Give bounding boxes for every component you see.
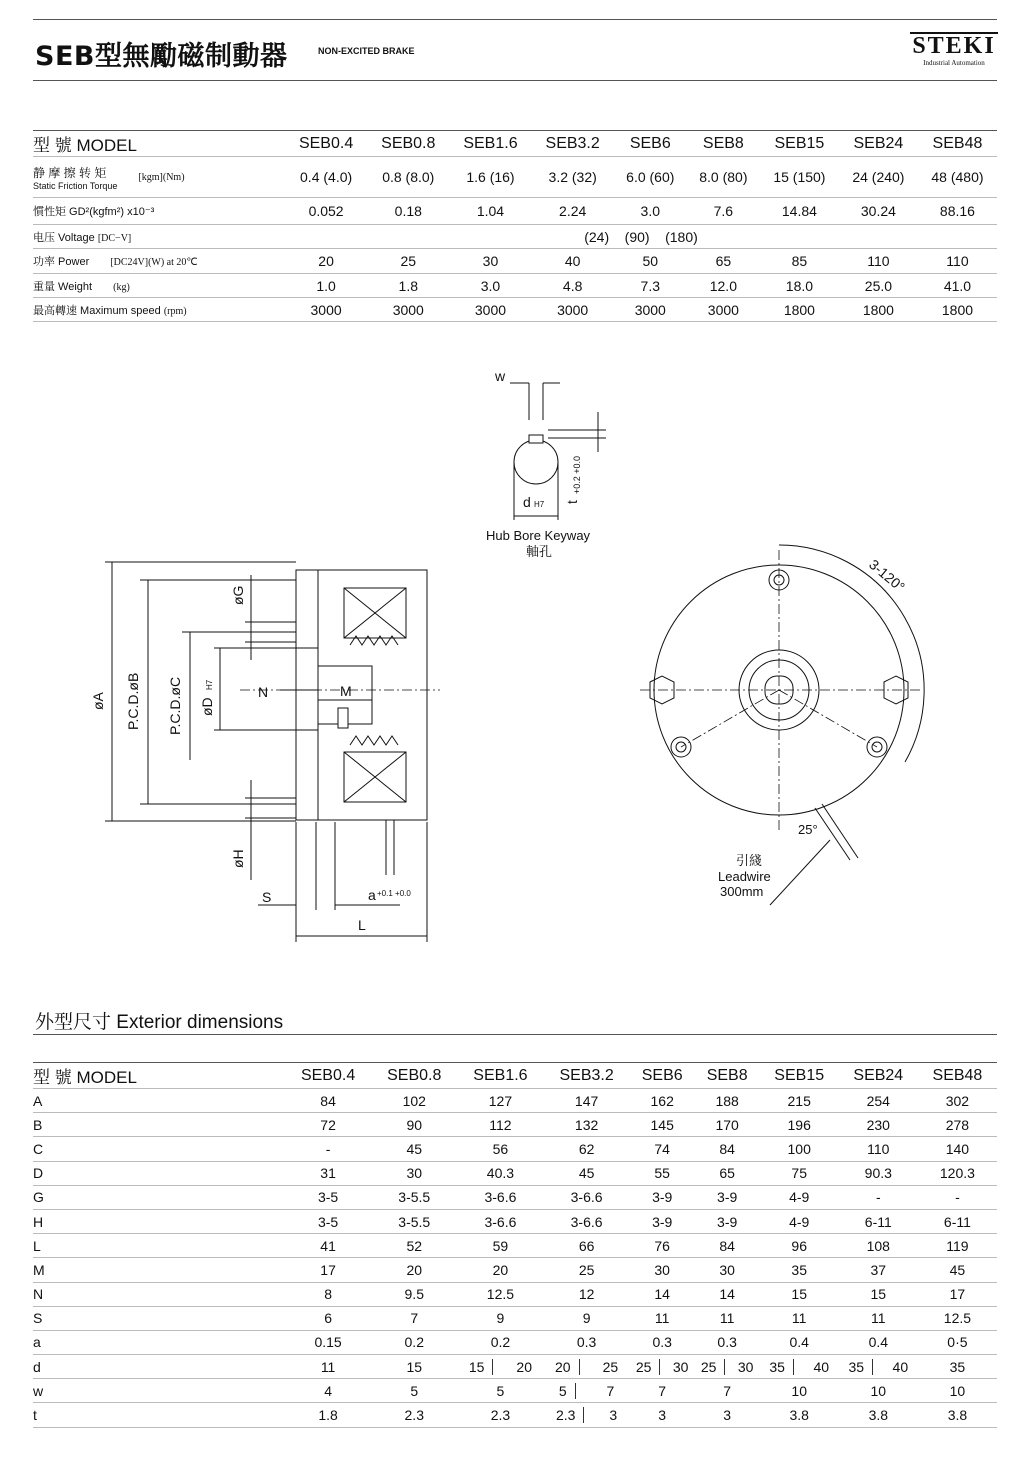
leadwire-cn-label: 引綫 — [736, 853, 763, 868]
dim-cell: 3-5 — [285, 1209, 371, 1233]
power-value: 40 — [532, 249, 614, 274]
spec-model: SEB48 — [918, 131, 997, 157]
table-row — [33, 1209, 997, 1233]
dim-cell: 6-11 — [918, 1209, 997, 1233]
dim-cell: 30 — [630, 1258, 695, 1282]
dim-cell: 41 — [285, 1234, 371, 1258]
dim-cell: 0.3 — [630, 1330, 695, 1354]
dim-model: SEB0.4 — [285, 1063, 371, 1089]
spec-model: SEB0.8 — [367, 131, 449, 157]
dim-cell: 25 30 — [695, 1355, 760, 1379]
dim-cell: 0.15 — [285, 1330, 371, 1354]
dim-cell: 3-6.6 — [544, 1185, 630, 1209]
speed-value: 3000 — [367, 298, 449, 322]
dim-n-label: N — [258, 684, 269, 700]
torque-value: 0.4 (4.0) — [285, 157, 367, 198]
dim-cell: 35 — [918, 1355, 997, 1379]
dim-cell: 52 — [371, 1234, 457, 1258]
dim-cell: - — [918, 1185, 997, 1209]
dim-cell: 170 — [695, 1113, 760, 1137]
dim-row-label: d — [33, 1355, 285, 1379]
dim-cell: - — [839, 1185, 918, 1209]
dim-h-label: øH — [230, 849, 246, 868]
dim-l-label: L — [358, 917, 366, 933]
dim-cell: 96 — [760, 1234, 839, 1258]
weight-value: 41.0 — [918, 274, 997, 298]
page-subtitle: NON-EXCITED BRAKE — [318, 46, 415, 56]
leadwire-length-label: 300mm — [720, 884, 764, 899]
dim-cell: 3-9 — [695, 1209, 760, 1233]
dim-cell: 9 — [457, 1306, 543, 1330]
torque-value: 24 (240) — [839, 157, 918, 198]
dim-cell: 35 40 — [839, 1355, 918, 1379]
exterior-title-rule — [33, 1034, 997, 1035]
spec-model: SEB3.2 — [532, 131, 614, 157]
dim-small-a-label: a — [368, 887, 376, 903]
dim-cell: 40.3 — [457, 1161, 543, 1185]
torque-label-en: Static Friction Torque — [33, 180, 118, 191]
dim-cell: 10 — [839, 1379, 918, 1403]
weight-value: 4.8 — [532, 274, 614, 298]
dim-row-label: C — [33, 1137, 285, 1161]
weight-label: 重量 Weight — [33, 280, 93, 293]
dim-cell: 215 — [760, 1089, 839, 1113]
dim-cell: 12 — [544, 1282, 630, 1306]
dim-cell: 15 — [760, 1282, 839, 1306]
dim-cell: 11 — [285, 1355, 371, 1379]
dim-cell: 9.5 — [371, 1282, 457, 1306]
table-row — [33, 1330, 997, 1354]
spec-model: SEB1.6 — [449, 131, 531, 157]
page-title: SEB型無勵磁制動器 — [35, 41, 288, 72]
dim-cell: 188 — [695, 1089, 760, 1113]
side-section-view — [105, 562, 427, 942]
weight-value: 1.0 — [285, 274, 367, 298]
dim-cell: 147 — [544, 1089, 630, 1113]
table-row — [33, 1113, 997, 1137]
inertia-label: 慣性矩 GD²(kgfm²) x10⁻³ — [33, 198, 285, 225]
table-row — [33, 1234, 997, 1258]
dim-cell: 5 — [371, 1379, 457, 1403]
dim-cell: 3-6.6 — [544, 1209, 630, 1233]
dim-row-label: G — [33, 1185, 285, 1209]
dim-cell: 12.5 — [457, 1282, 543, 1306]
inertia-value: 30.24 — [839, 198, 918, 225]
dim-b-label: P.C.D.øB — [125, 672, 141, 730]
angle-25-label: 25° — [798, 822, 818, 837]
table-row — [33, 1137, 997, 1161]
speed-value: 3000 — [687, 298, 760, 322]
weight-value: 3.0 — [449, 274, 531, 298]
dim-cell: 132 — [544, 1113, 630, 1137]
dim-row-label: a — [33, 1330, 285, 1354]
inertia-value: 0.18 — [367, 198, 449, 225]
dim-cell: 17 — [918, 1282, 997, 1306]
dim-cell: 25 — [544, 1258, 630, 1282]
spec-model: SEB8 — [687, 131, 760, 157]
power-value: 110 — [839, 249, 918, 274]
speed-value: 1800 — [839, 298, 918, 322]
dim-cell: 45 — [544, 1161, 630, 1185]
torque-value: 0.8 (8.0) — [367, 157, 449, 198]
dim-cell: 230 — [839, 1113, 918, 1137]
dim-cell: 84 — [695, 1137, 760, 1161]
dim-model: SEB6 — [630, 1063, 695, 1089]
dim-cell: 35 — [760, 1258, 839, 1282]
dim-cell: 145 — [630, 1113, 695, 1137]
dim-cell: 4 — [285, 1379, 371, 1403]
spec-model: SEB24 — [839, 131, 918, 157]
dim-cell: 76 — [630, 1234, 695, 1258]
power-value: 50 — [614, 249, 687, 274]
dim-row-label: H — [33, 1209, 285, 1233]
dim-cell: 8 — [285, 1282, 371, 1306]
brake-drawing — [0, 340, 1026, 960]
dim-cell: 0.4 — [839, 1330, 918, 1354]
dim-small-a-tolerance: +0.1 +0.0 — [377, 889, 411, 898]
inertia-value: 88.16 — [918, 198, 997, 225]
dim-cell: 112 — [457, 1113, 543, 1137]
logo-word: STEKI — [910, 32, 998, 58]
keyway-t-tolerance: +0.2 +0.0 — [572, 455, 582, 494]
dim-cell: 62 — [544, 1137, 630, 1161]
spec-model: SEB6 — [614, 131, 687, 157]
dim-cell: 3.8 — [760, 1403, 839, 1427]
dim-model: SEB8 — [695, 1063, 760, 1089]
dim-cell: 12.5 — [918, 1306, 997, 1330]
torque-value: 1.6 (16) — [449, 157, 531, 198]
torque-row — [33, 157, 997, 198]
dim-cell: 0.2 — [457, 1330, 543, 1354]
dim-row-label: D — [33, 1161, 285, 1185]
keyway-d-label: d — [523, 494, 531, 510]
inertia-value: 2.24 — [532, 198, 614, 225]
table-row — [33, 1306, 997, 1330]
dim-row-label: A — [33, 1089, 285, 1113]
dim-cell: 102 — [371, 1089, 457, 1113]
dim-cell: 74 — [630, 1137, 695, 1161]
dim-cell: 20 — [371, 1258, 457, 1282]
torque-value: 15 (150) — [760, 157, 839, 198]
dim-cell: 11 — [839, 1306, 918, 1330]
dim-cell: 11 — [630, 1306, 695, 1330]
power-value: 85 — [760, 249, 839, 274]
dim-cell: 84 — [285, 1089, 371, 1113]
dim-d-label: øD — [199, 697, 215, 716]
dim-model: SEB3.2 — [544, 1063, 630, 1089]
speed-value: 3000 — [285, 298, 367, 322]
dim-d-tolerance: H7 — [205, 679, 214, 690]
dim-cell: 0.4 — [760, 1330, 839, 1354]
dim-row-label: w — [33, 1379, 285, 1403]
dim-cell: 14 — [695, 1282, 760, 1306]
dim-row-label: M — [33, 1258, 285, 1282]
spec-model: SEB15 — [760, 131, 839, 157]
dim-cell: 7 — [630, 1379, 695, 1403]
dim-cell: 3-5 — [285, 1185, 371, 1209]
dim-cell: 15 20 — [457, 1355, 543, 1379]
dim-s-label: S — [262, 889, 272, 905]
dim-cell: 2.3 3 — [544, 1403, 630, 1427]
dim-cell: 20 25 — [544, 1355, 630, 1379]
speed-value: 3000 — [532, 298, 614, 322]
dim-cell: 17 — [285, 1258, 371, 1282]
weight-value: 25.0 — [839, 274, 918, 298]
dim-cell: 10 — [760, 1379, 839, 1403]
inertia-value: 7.6 — [687, 198, 760, 225]
dim-cell: 90.3 — [839, 1161, 918, 1185]
dim-cell: 30 — [695, 1258, 760, 1282]
front-view — [650, 545, 924, 905]
voltage-unit: [DC−V] — [97, 232, 132, 244]
dim-cell: 7 — [695, 1379, 760, 1403]
leadwire-en-label: Leadwire — [718, 869, 771, 884]
voltage-label: 电压 Voltage — [33, 231, 95, 244]
dim-model: SEB48 — [918, 1063, 997, 1089]
dim-model: SEB15 — [760, 1063, 839, 1089]
dim-row-label: t — [33, 1403, 285, 1427]
power-label: 功率 Power — [33, 256, 90, 268]
exterior-dimensions-title: 外型尺寸 Exterior dimensions — [35, 1012, 284, 1033]
table-row — [33, 1403, 997, 1427]
weight-value: 1.8 — [367, 274, 449, 298]
dim-cell: 162 — [630, 1089, 695, 1113]
table-row — [33, 1258, 997, 1282]
dim-cell: 110 — [839, 1137, 918, 1161]
steki-logo — [910, 32, 998, 67]
dim-cell: 3-5.5 — [371, 1185, 457, 1209]
dim-cell: 3-6.6 — [457, 1185, 543, 1209]
dim-cell: 120.3 — [918, 1161, 997, 1185]
dim-cell: 4-9 — [760, 1209, 839, 1233]
dim-model: SEB24 — [839, 1063, 918, 1089]
power-value: 30 — [449, 249, 531, 274]
exterior-dimensions-table — [33, 1062, 997, 1428]
power-value: 110 — [918, 249, 997, 274]
dim-cell: 100 — [760, 1137, 839, 1161]
dim-row-label: S — [33, 1306, 285, 1330]
dim-cell: 6 — [285, 1306, 371, 1330]
dim-cell: - — [285, 1137, 371, 1161]
dim-cell: 90 — [371, 1113, 457, 1137]
voltage-row — [33, 225, 997, 249]
dim-row-label: B — [33, 1113, 285, 1137]
speed-unit: (rpm) — [163, 305, 187, 317]
torque-value: 8.0 (80) — [687, 157, 760, 198]
dim-cell: 15 — [839, 1282, 918, 1306]
dim-model-label: 型 號 MODEL — [33, 1063, 285, 1089]
dim-cell: 72 — [285, 1113, 371, 1137]
front-centerlines — [640, 550, 920, 830]
dim-cell: 35 40 — [760, 1355, 839, 1379]
speed-value: 3000 — [449, 298, 531, 322]
dim-m-label: M — [340, 683, 352, 699]
dim-cell: 55 — [630, 1161, 695, 1185]
dim-cell: 2.3 — [457, 1403, 543, 1427]
dim-cell: 84 — [695, 1234, 760, 1258]
dim-cell: 59 — [457, 1234, 543, 1258]
angle-3x120-label: 3-120° — [866, 556, 909, 595]
dim-row-label: N — [33, 1282, 285, 1306]
weight-row — [33, 274, 997, 298]
table-row — [33, 1355, 997, 1379]
dim-cell: 15 — [371, 1355, 457, 1379]
dim-cell: 196 — [760, 1113, 839, 1137]
dim-cell: 3-5.5 — [371, 1209, 457, 1233]
speed-label: 最高轉速 Maximum speed — [33, 304, 161, 317]
dim-cell: 254 — [839, 1089, 918, 1113]
inertia-row — [33, 198, 997, 225]
dim-cell: 2.3 — [371, 1403, 457, 1427]
torque-value: 6.0 (60) — [614, 157, 687, 198]
inertia-value: 3.0 — [614, 198, 687, 225]
spec-model: SEB0.4 — [285, 131, 367, 157]
weight-value: 7.3 — [614, 274, 687, 298]
table-row — [33, 1089, 997, 1113]
dim-cell: 25 30 — [630, 1355, 695, 1379]
dim-cell: 11 — [695, 1306, 760, 1330]
dim-row-label: L — [33, 1234, 285, 1258]
dim-cell: 6-11 — [839, 1209, 918, 1233]
dim-cell: 278 — [918, 1113, 997, 1137]
power-value: 25 — [367, 249, 449, 274]
weight-value: 18.0 — [760, 274, 839, 298]
dim-cell: 45 — [371, 1137, 457, 1161]
speed-value: 1800 — [760, 298, 839, 322]
keyway-w-label: w — [495, 368, 506, 384]
speed-row — [33, 298, 997, 322]
dim-cell: 119 — [918, 1234, 997, 1258]
dim-cell: 65 — [695, 1161, 760, 1185]
dim-model: SEB1.6 — [457, 1063, 543, 1089]
dim-a-dia-label: øA — [90, 692, 106, 710]
table-row — [33, 1282, 997, 1306]
keyway-caption-en: Hub Bore Keyway — [486, 528, 591, 543]
power-unit: [DC24V](W) at 20℃ — [110, 257, 198, 268]
torque-value: 3.2 (32) — [532, 157, 614, 198]
dim-cell: 108 — [839, 1234, 918, 1258]
dim-cell: 1.8 — [285, 1403, 371, 1427]
dim-cell: 3.8 — [918, 1403, 997, 1427]
dim-cell: 75 — [760, 1161, 839, 1185]
power-value: 20 — [285, 249, 367, 274]
dim-c-label: P.C.D.øC — [167, 676, 183, 735]
dim-g-label: øG — [230, 585, 246, 605]
table-row — [33, 1379, 997, 1403]
dim-cell: 3 — [695, 1403, 760, 1427]
power-row — [33, 249, 997, 274]
dim-cell: 66 — [544, 1234, 630, 1258]
dim-cell: 31 — [285, 1161, 371, 1185]
dim-cell: 30 — [371, 1161, 457, 1185]
dim-header-row — [33, 1063, 997, 1089]
inertia-value: 1.04 — [449, 198, 531, 225]
dim-cell: 56 — [457, 1137, 543, 1161]
torque-value: 48 (480) — [918, 157, 997, 198]
dim-cell: 0.2 — [371, 1330, 457, 1354]
dim-cell: 20 — [457, 1258, 543, 1282]
dim-cell: 4-9 — [760, 1185, 839, 1209]
speed-value: 1800 — [918, 298, 997, 322]
dim-model: SEB0.8 — [371, 1063, 457, 1089]
dim-cell: 3-9 — [630, 1185, 695, 1209]
inertia-value: 0.052 — [285, 198, 367, 225]
inertia-value: 14.84 — [760, 198, 839, 225]
logo-tagline: Industrial Automation — [923, 59, 985, 67]
speed-value: 3000 — [614, 298, 687, 322]
dim-cell: 3 — [630, 1403, 695, 1427]
dim-cell: 127 — [457, 1089, 543, 1113]
keyway-caption-cn: 軸孔 — [526, 544, 553, 559]
dim-cell: 5 — [457, 1379, 543, 1403]
dim-cell: 9 — [544, 1306, 630, 1330]
keyway-t-label: t — [564, 500, 580, 504]
dim-cell: 7 — [371, 1306, 457, 1330]
dim-cell: 10 — [918, 1379, 997, 1403]
dim-cell: 140 — [918, 1137, 997, 1161]
torque-unit: [kgm](Nm) — [138, 171, 185, 183]
header-rule — [33, 80, 997, 81]
weight-value: 12.0 — [687, 274, 760, 298]
torque-label-cn: 静 摩 擦 转 矩 — [33, 165, 107, 180]
dim-cell: 0.3 — [544, 1330, 630, 1354]
dim-cell: 11 — [760, 1306, 839, 1330]
dim-cell: 3-9 — [630, 1209, 695, 1233]
dim-cell: 3.8 — [839, 1403, 918, 1427]
spec-header-row — [33, 131, 997, 157]
keyway-h7-label: H7 — [534, 500, 545, 509]
top-rule — [33, 19, 997, 20]
table-row — [33, 1185, 997, 1209]
dim-cell: 3-9 — [695, 1185, 760, 1209]
table-row — [33, 1161, 997, 1185]
dim-cell: 45 — [918, 1258, 997, 1282]
dim-cell: 37 — [839, 1258, 918, 1282]
power-value: 65 — [687, 249, 760, 274]
dim-cell: 0·5 — [918, 1330, 997, 1354]
dim-cell: 5 7 — [544, 1379, 630, 1403]
spec-table — [33, 130, 997, 322]
spec-model-label: 型 號 MODEL — [33, 131, 285, 157]
dim-cell: 0.3 — [695, 1330, 760, 1354]
dim-cell: 3-6.6 — [457, 1209, 543, 1233]
voltage-value: (24) (90) (180) — [285, 225, 997, 249]
dim-cell: 14 — [630, 1282, 695, 1306]
weight-unit: (kg) — [113, 281, 130, 293]
dim-cell: 302 — [918, 1089, 997, 1113]
